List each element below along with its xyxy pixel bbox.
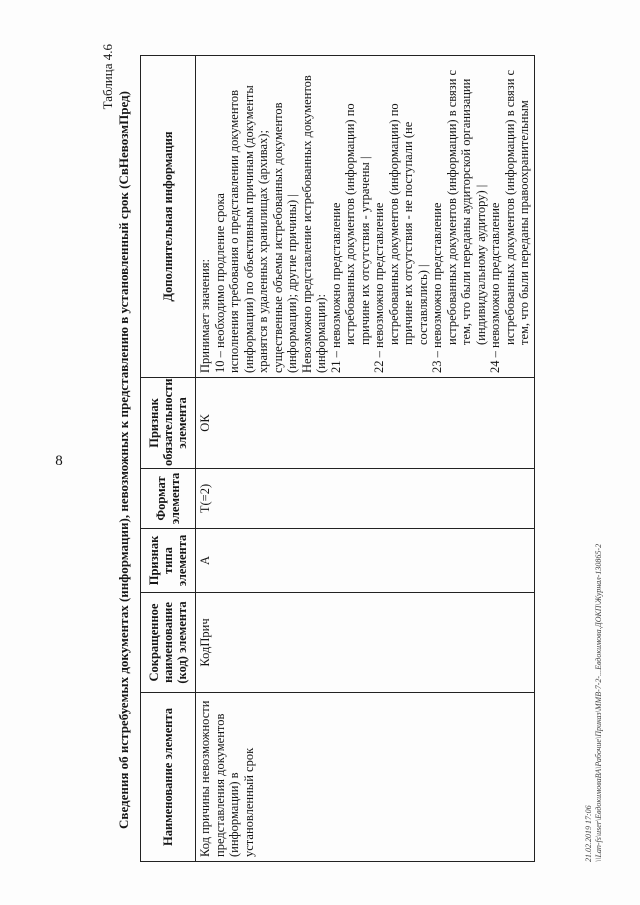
page-number: 8 (55, 453, 63, 469)
cell-code: КодПрич (196, 593, 535, 693)
info-item-22-head: 22 – невозможно представление (372, 202, 386, 373)
info-item-21 (329, 60, 373, 373)
cell-format: Т(=2) (196, 469, 535, 529)
info-item-10 (213, 60, 300, 373)
cell-required: ОК (196, 378, 535, 469)
info-item-10-body: исполнения требования о представлении документов (информации) по объективным причинам (документы хранятся в удаленных хранилищах (архивах); существенные объемы истребованных документов (информации); другие причины) | (227, 85, 299, 373)
table-title: Сведения об истребуемых документах (информации), невозможных к представлению в установленный срок (СвНевозмПред) (116, 91, 131, 829)
print-timestamp: 21.02.2019 17:06 (584, 805, 593, 862)
info-item-23-head: 23 – невозможно представление (430, 202, 444, 373)
col-header-code: Сокращенное наименование (код) элемента (141, 593, 196, 693)
info-item-24 (488, 60, 532, 373)
info-item-24-body: истребованных документов (информации) в связи с тем, что были переданы правоохранительным (502, 69, 531, 345)
header-row (141, 56, 196, 862)
element-table (140, 55, 535, 862)
info-item-10-head: 10 – необходимо продление срока (212, 193, 227, 373)
col-header-name: Наименование элемента (141, 693, 196, 862)
print-file-path: \\Lan-fs\user\ЕвдокимоваВА\Рабочие\Приказ\ММВ-7-2-...Евдокимова.ДОКП\Журнал-130865-2 (594, 543, 603, 862)
info-item-22-body: истребованных документов (информации) по причине их отсутствия - не поступали (не составлялись) | (386, 103, 430, 345)
col-header-required: Признак обязательности элемента (141, 378, 196, 469)
info-item-21-body: истребованных документов (информации) по причине их отсутствия - утрачены | (343, 103, 372, 345)
info-accepts: Принимает значения: (198, 259, 212, 373)
cell-type: А (196, 529, 535, 593)
col-header-type: Признак типа элемента (141, 529, 196, 593)
rotated-page-content (98, 40, 618, 880)
info-item-23-body: истребованных документов (информации) в связи с тем, что были переданы аудиторской организации (индивидуальному аудитору) | (444, 69, 488, 345)
cell-info (196, 56, 535, 378)
cell-name: Код причины невозможности представления документов (информации) в установленный срок (196, 693, 535, 862)
info-item-22 (372, 60, 430, 373)
table-label: Таблица 4.6 (100, 44, 115, 110)
info-item-24-head: 24 – невозможно представление (488, 202, 502, 373)
col-header-info: Дополнительная информация (141, 56, 196, 378)
info-item-23 (430, 60, 488, 373)
info-item-21-head: 21 – невозможно представление (328, 202, 343, 373)
col-header-format: Формат элемента (141, 469, 196, 529)
print-footer (584, 544, 604, 862)
table-row (196, 56, 535, 862)
info-impossible-intro: Невозможно представление истребованных документов (информации): (299, 75, 328, 373)
